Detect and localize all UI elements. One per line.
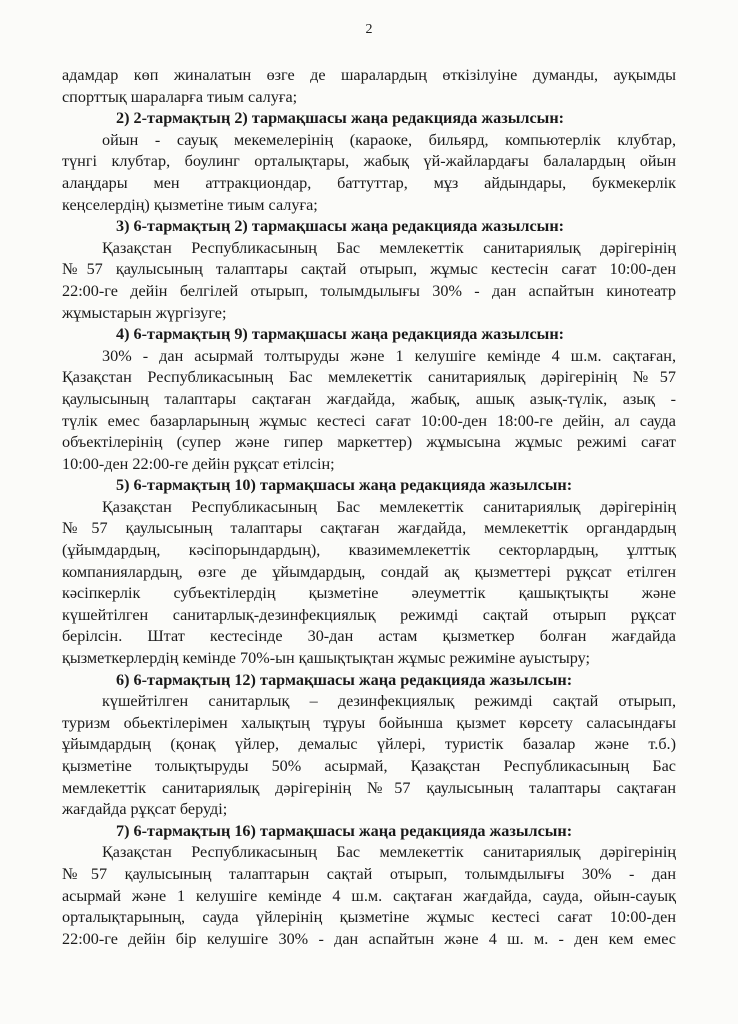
text-line: 10:00-ден 22:00-ге дейін рұқсат етілсін; [62,454,335,473]
text-line: компаниялардың, өзге де ұйымдардың, сондай ақ қызметтері рұқсат етілген [62,562,676,581]
text-line: алаңдары мен аттракциондар, баттуттар, мұз айдындары, букмекерлік [62,173,676,192]
text-line: ойын - сауық мекемелерінің (караоке, бильярд, компьютерлік клубтар, [102,130,676,149]
text-line: қызметіне толықтыруды 50% асырмай, Қазақстан Республикасының Бас [62,757,676,775]
text-line: 22:00-ге дейін белгілей отырып, толымдылығы 30% - дан аспайтын кинотеатр [62,281,676,300]
paragraph [62,691,676,821]
text-line: ұйымдардың (қонақ үйлер, демалыс үйлері, туристік базалар және т.б.) [62,735,676,754]
text-line: №57 қаулысының талаптарын сақтай отырып, толымдылығы 30% - дан [62,864,676,883]
text-line: қаулысының талаптары сақтаған жағдайда, жабық, ашық азық-түлік, азық - [62,389,676,408]
text-line: 30% - дан асырмай толтыруды және 1 келушіге кемінде 4 ш.м. сақтаған, [102,346,676,365]
text-line: түнгі клубтар, боулинг орталықтары, жабық үй-жайлардағы балалардың ойын [62,152,676,171]
text-line: кеңселердің) қызметіне тиым салуға; [62,195,318,214]
paragraph [62,238,676,324]
paragraph [62,497,676,670]
page-number: 2 [365,22,373,37]
paragraph [62,346,676,476]
text-line: Қазақстан Республикасының Бас мемлекеттік санитариялық дәрігерінің [102,843,676,862]
text-line: туризм обьектілерімен халықтың тұруы бойынша қызмет көрсету саласындағы [62,713,676,732]
text-line: күшейтілген санитарлық – дезинфекциялық режимді сақтай отырып, [102,692,676,711]
text-line: адамдар көп жиналатын өзге де шаралардың өткізілуіне думанды, ауқымды [62,66,676,84]
text-line: кәсіпкерлік субъектілердің қызметіне әлеуметтік қашықтықты және [62,584,676,603]
text-line: спорттық шараларға тиым салуға; [62,87,298,106]
text-line: №57 қаулысының талаптары сақтай отырып, жұмыс кестесін сағат 10:00-ден [62,260,676,279]
section-heading: 5) 6-тармақтың 10) тармақшасы жаңа редакцияда жазылсын: [116,476,573,495]
text-line: берілсін. Штат кестесінде 30-дан астам қызметкер болған жағдайда [62,627,676,646]
section-heading: 2) 2-тармақтың 2) тармақшасы жаңа редакцияда жазылсын: [116,109,565,128]
text-line: (ұйымдардың, кәсіпорындардың), квазимемлекеттік секторлардың, ұлттық [62,541,676,560]
paragraph [62,842,676,950]
text-line: Қазақстан Республикасының Бас мемлекеттік санитариялық дәрігерінің [102,497,676,516]
text-line: жағдайда рұқсат беруді; [62,800,228,819]
text-line: №57 қаулысының талаптары сақтаған жағдайда, мемлекеттік органдардың [62,519,676,538]
section-heading: 6) 6-тармақтың 12) тармақшасы жаңа редакцияда жазылсын: [116,670,573,689]
text-line: асырмай және 1 келушіге кемінде 4 ш.м. сақтаған жағдайда, сауда, ойын-сауық [62,886,676,905]
paragraph [62,130,676,216]
section-heading: 7) 6-тармақтың 16) тармақшасы жаңа редакцияда жазылсын: [116,821,573,840]
text-line: Қазақстан Республикасының Бас мемлекеттік санитариялық дәрігерінің №57 [62,368,676,387]
section-heading: 4) 6-тармақтың 9) тармақшасы жаңа редакцияда жазылсын: [116,325,565,344]
section-heading: 3) 6-тармақтың 2) тармақшасы жаңа редакцияда жазылсын: [116,217,565,236]
text-line: мемлекеттік санитариялық дәрігерінің №57 қаулысының талаптары сақтаған [62,778,676,797]
text-line: қызметкерлердің кемінде 70%-ын қашықтықтан жұмыс режиміне ауыстыру; [62,649,591,668]
text-line: Қазақстан Республикасының Бас мемлекеттік санитариялық дәрігерінің [102,238,676,257]
text-line: орталықтарының, сауда үйлерінің қызметіне жұмыс кестесі сағат 10:00-ден [62,908,676,927]
document-body [62,65,676,950]
text-line: жұмыстарын жүргізуге; [62,303,227,322]
text-line: күшейтілген санитарлық-дезинфекциялық режимді сақтай отырып рұқсат [62,605,676,624]
paragraph [62,65,676,108]
text-line: түлік емес базарларының жұмыс кестесі сағат 10:00-ден 18:00-ге дейін, ал сауда [62,411,676,430]
text-line: 22:00-ге дейін бір келушіге 30% - дан аспайтын және 4 ш. м. - ден кем емес [62,929,676,948]
text-line: объектілерінің (супер және гипер маркеттер) жұмысына жұмыс режимі сағат [62,433,676,452]
